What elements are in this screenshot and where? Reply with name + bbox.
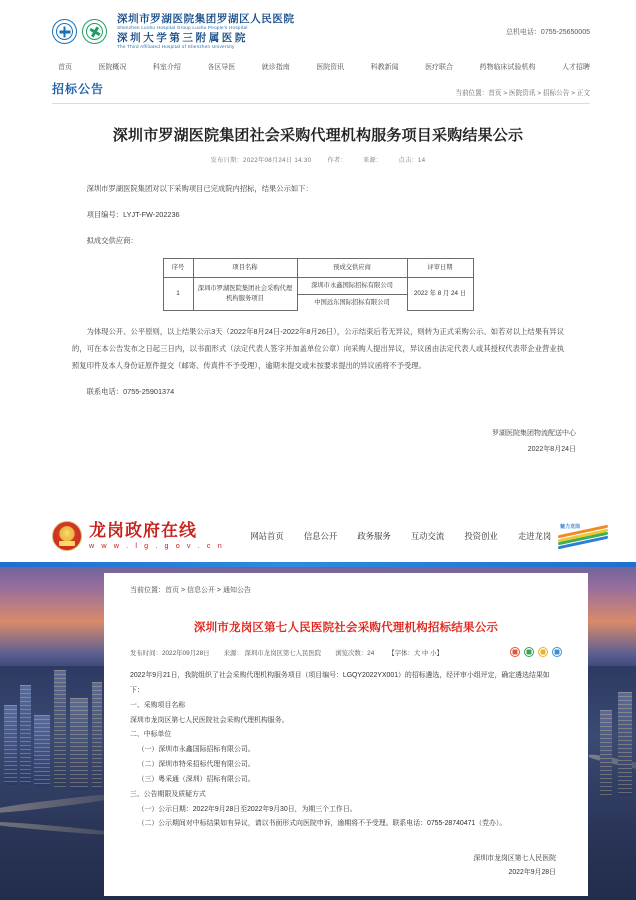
gov-nav-item-5[interactable]: 走进龙岗: [517, 531, 552, 541]
nav-item-2[interactable]: 科室介绍: [152, 63, 181, 71]
body-line-1: 一、采购项目名称: [130, 701, 186, 709]
gov-article-body: [130, 669, 562, 832]
body-line-0: 2022年9月21日，我院组织了社会采购代理机构服务项目（项目编号：LGQY2022YX001）的招标遴选，经评审小组评定，确定遴选结果如下：: [130, 672, 550, 694]
nav-item-4[interactable]: 就诊指南: [261, 63, 290, 71]
gov-brand-url: w w w . l g . g o v . c n: [89, 541, 225, 551]
national-emblem-icon: [52, 521, 82, 551]
nav-item-0[interactable]: 首页: [58, 63, 72, 71]
nav-item-6[interactable]: 科教新闻: [370, 63, 399, 71]
main-nav[interactable]: [0, 56, 636, 76]
gov-nav-item-0[interactable]: 网站首页: [250, 531, 284, 541]
project-number: 项目编号：LYJT-FW-202236: [86, 209, 180, 219]
table-row: [163, 277, 473, 310]
gov-article-meta: [130, 647, 562, 657]
gov-signature-org: 深圳市龙岗区第七人民医院: [473, 855, 556, 863]
table-header-no: 序号: [163, 259, 193, 278]
notice-paragraph: 为体现公开、公平原则，以上结果公示3天（2022年8月24日-2022年8月26日），公示结束后若无异议，则转为正式采购公示。如若对以上结果有异议的，可在本公告发布之日起三日内，以书面形式（法定代表人签字并加盖单位公章）向采购人提出异议，异议函由法定代表人或其授权代表带企业营业执照复印件及本人身份证原件提交（邮寄、传真件不予受理），逾期未提交或未按要求提出的异议函将不予受理。: [72, 326, 564, 371]
body-line-4: （一）深圳市永鑫国际招标有限公司。: [137, 746, 255, 754]
hospital-emblem-blue-icon: [52, 19, 77, 44]
intro-paragraph: 深圳市罗湖医院集团对以下采购项目已完成院内招标，结果公示如下：: [86, 183, 313, 193]
gov-signature-block: [130, 852, 562, 880]
print-icon[interactable]: [552, 647, 562, 657]
cell-name: 深圳市罗湖医院集团社会采购代理机构服务项目: [193, 277, 297, 310]
longgang-government-announcement-page: [0, 510, 636, 900]
gov-nav-item-4[interactable]: 投资创业: [464, 531, 498, 541]
hospital-logo[interactable]: [52, 19, 107, 44]
body-line-5: （二）深圳市特采招标代理有限公司。: [137, 761, 255, 769]
favorite-icon[interactable]: [538, 647, 548, 657]
signature-org: 罗湖医院集团物流配送中心: [492, 430, 576, 438]
gov-brand[interactable]: [89, 522, 224, 549]
page-title: 深圳市罗湖医院集团社会采购代理机构服务项目采购结果公示: [112, 126, 524, 144]
gov-signature-date: 2022年9月28日: [508, 869, 556, 877]
body-line-8: （一）公示日期：2022年9月28日至2022年9月30日，为期三个工作日。: [137, 805, 357, 813]
wechat-icon[interactable]: [524, 647, 534, 657]
table-header-row: [163, 259, 473, 278]
gov-meta-views: 浏览次数：24: [335, 649, 375, 657]
header-accent-bar: [0, 562, 636, 567]
hospital-name-cn-secondary: 深圳大学第三附属医院: [117, 32, 248, 45]
meta-publish-date: 发布日期：2022年08月24日 14:30: [210, 156, 312, 164]
gov-site-header: [0, 510, 636, 562]
gov-nav-item-1[interactable]: 信息公开: [303, 531, 338, 541]
body-line-7: 三、公告期限及质疑方式: [130, 790, 206, 798]
gov-main-nav[interactable]: [250, 530, 551, 542]
body-line-6: （三）粤采通（深圳）招标有限公司。: [137, 775, 255, 783]
hospital-name-block: [117, 14, 295, 50]
signature-date: 2022年8月24日: [527, 445, 576, 453]
nav-item-1[interactable]: 医院概况: [98, 63, 127, 71]
supplier-label: 拟成交供应商：: [86, 235, 138, 245]
nav-item-7[interactable]: 医疗联合: [425, 63, 454, 71]
result-table: [163, 258, 474, 311]
gov-nav-item-3[interactable]: 互动交流: [410, 531, 445, 541]
share-bar[interactable]: [510, 647, 562, 657]
font-size-control[interactable]: 【字体：大 中 小】: [388, 649, 443, 657]
supplier-item-0: 深圳市永鑫国际招标有限公司: [298, 278, 407, 295]
site-header: [0, 0, 636, 56]
nav-item-3[interactable]: 各区导医: [207, 63, 236, 71]
meta-source: 来源：: [362, 156, 383, 164]
signature-block: [0, 426, 576, 457]
body-line-9: （二）公示期间对中标结果如有异议，请以书面形式向医院申诉，逾期将不予受理。联系电话：0755-28740471（党办）。: [137, 820, 507, 828]
contact-phone: 联系电话：0755-25901374: [86, 387, 175, 397]
gov-brand-name: 龙岗政府在线: [89, 521, 197, 541]
body-line-2: 深圳市龙岗区第七人民医院社会采购代理机构服务。: [130, 716, 289, 724]
rainbow-longgang-logo-icon[interactable]: [558, 526, 608, 546]
table-header-date: 评审日期: [407, 259, 473, 278]
nav-item-9[interactable]: 人才招聘: [561, 63, 590, 71]
gov-page-title: 深圳市龙岗区第七人民医院社会采购代理机构招标结果公示: [193, 622, 499, 634]
article-body: [72, 180, 564, 401]
hospital-emblem-green-icon: [82, 19, 107, 44]
meta-views: 点击：14: [398, 156, 426, 164]
table-header-supplier: 预成交供应商: [297, 259, 407, 278]
rainbow-logo-label: 魅力龙岗: [560, 524, 581, 530]
cell-no: 1: [163, 277, 193, 310]
gov-meta-source: 来源： 深圳市龙岗区第七人民医院: [223, 649, 322, 657]
breadcrumb[interactable]: 当前位置：首页 > 医院资讯 > 招标公告 > 正文: [455, 89, 590, 97]
hospital-name-en-primary: Shenzhen Luohu Hospital Group Luohu People's Hospital: [117, 25, 248, 30]
article-meta: [0, 155, 636, 164]
supplier-item-1: 中国远东国际招标有限公司: [314, 298, 390, 306]
nav-item-5[interactable]: 医院资讯: [316, 63, 345, 71]
hospital-name-cn-primary: 深圳市罗湖医院集团罗湖区人民医院: [117, 13, 295, 25]
cell-date: 2022 年 8 月 24 日: [407, 277, 473, 310]
column-title: 招标公告: [52, 81, 105, 96]
gov-breadcrumb[interactable]: 当前位置：首页 > 信息公开 > 通知公告: [130, 587, 251, 594]
nav-item-8[interactable]: 药物临床试验机构: [479, 63, 536, 71]
article-card: [104, 573, 588, 896]
cell-suppliers: [297, 277, 407, 310]
meta-author: 作者：: [327, 156, 347, 164]
gov-nav-item-2[interactable]: 政务服务: [357, 531, 391, 541]
hotline-text: 总机电话：0755-25650005: [505, 28, 590, 36]
body-line-3: 二、中标单位: [130, 731, 172, 739]
gov-meta-date: 发布时间：2022年09月28日: [130, 649, 210, 657]
hospital-name-en-secondary: The Third Affiliated Hospital of Shenzhen University: [117, 44, 235, 50]
table-header-name: 项目名称: [193, 259, 297, 278]
weibo-icon[interactable]: [510, 647, 520, 657]
column-bar: [52, 80, 590, 104]
